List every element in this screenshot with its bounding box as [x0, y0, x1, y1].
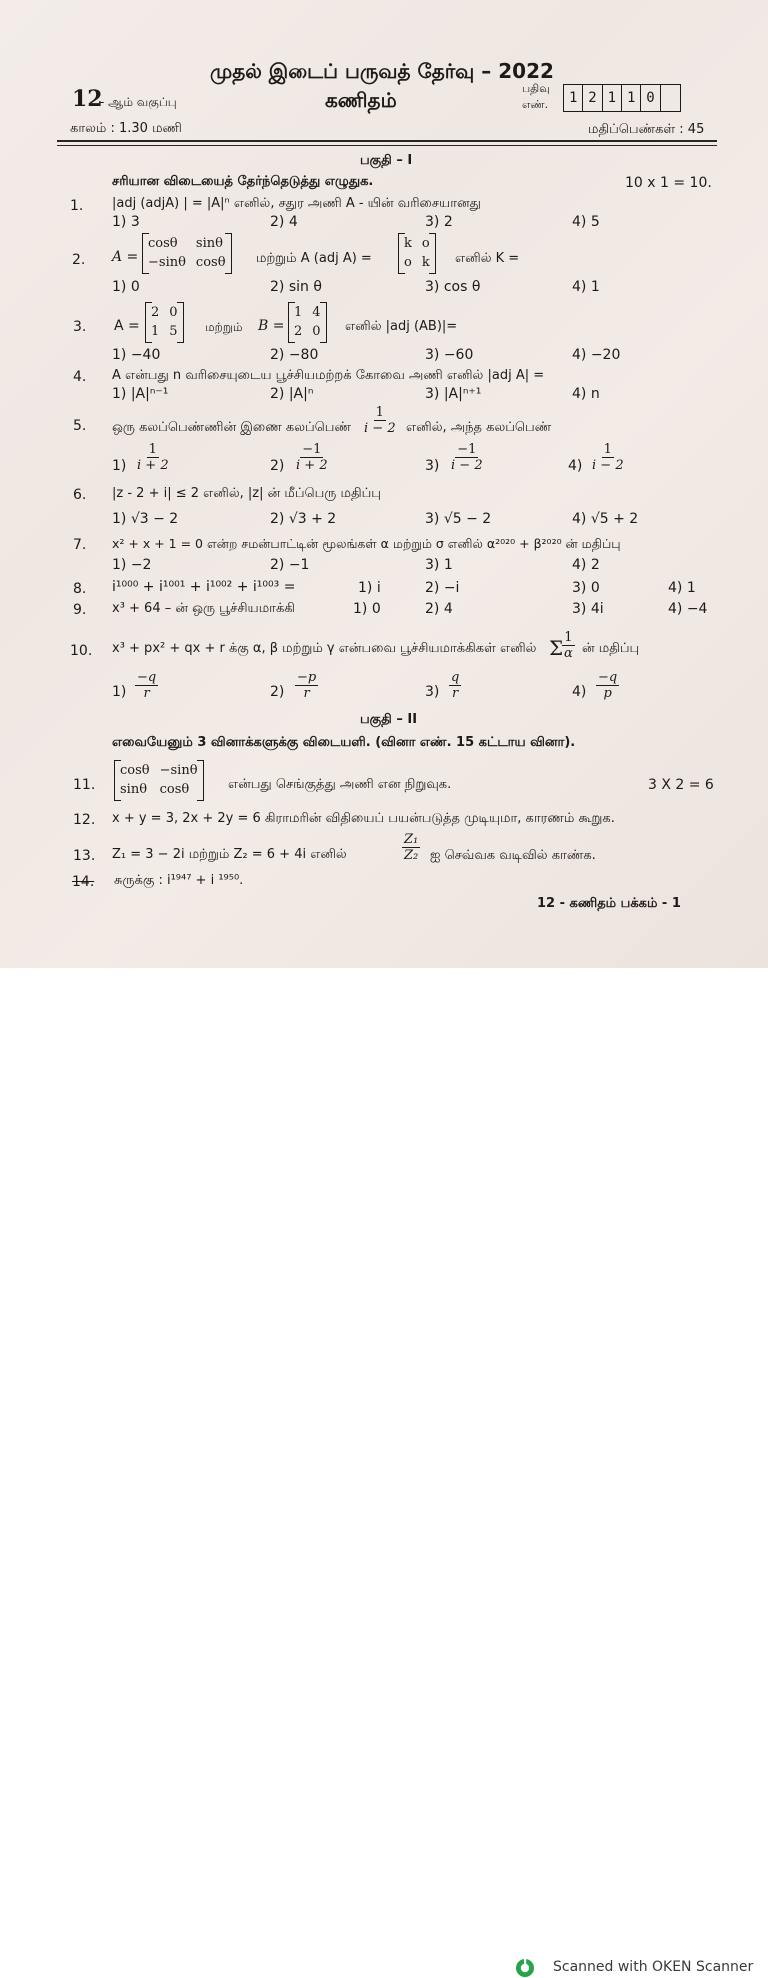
fraction-denominator: r	[452, 686, 459, 701]
fraction-numerator: 1	[564, 630, 573, 645]
q8-number: 8.	[73, 581, 87, 597]
class-label: - ஆம் வகுப்பு	[100, 95, 177, 109]
fraction-numerator: 1	[148, 442, 157, 457]
q11-matrix	[114, 760, 204, 801]
fraction-numerator: Z₁	[404, 832, 419, 847]
matrix-cell: o	[404, 255, 412, 270]
fraction-denominator: i + 2	[296, 458, 328, 473]
part1-title: பகுதி – I	[360, 153, 413, 168]
matrix-cell: k	[421, 255, 430, 270]
q2-a-equals: A =	[112, 249, 139, 265]
q3-option-3: 3) −60	[425, 347, 474, 363]
q2-option-3: 3) cos θ	[425, 279, 481, 295]
reg-digit	[661, 85, 680, 111]
matrix-cell: −sinθ	[148, 255, 186, 270]
total-marks: மதிப்பெண்கள் : 45	[588, 122, 705, 137]
q11-number: 11.	[73, 777, 96, 793]
q8-option-1: 1) i	[358, 580, 381, 596]
scanner-footer	[0, 968, 768, 1975]
q8-option-4: 4) 1	[668, 580, 696, 596]
header-divider	[57, 140, 717, 142]
q2-matrix-a	[142, 233, 232, 274]
q7-option-1: 1) −2	[112, 557, 152, 573]
fraction-denominator: α	[564, 646, 573, 661]
matrix-cell: cosθ	[148, 236, 178, 251]
reg-digit: 1	[564, 85, 583, 111]
part2-title: பகுதி – II	[360, 712, 418, 727]
q2-option-1: 1) 0	[112, 279, 140, 295]
q5-option-3-fraction	[449, 442, 485, 473]
fraction-denominator: i + 2	[137, 458, 169, 473]
q5-fraction	[362, 405, 398, 436]
matrix-cell: o	[421, 236, 430, 251]
q1-option-3: 3) 2	[425, 214, 453, 230]
q10-option-3-fraction	[449, 670, 461, 701]
q10-option-1-label: 1)	[112, 684, 127, 700]
fraction-denominator: i − 2	[592, 458, 624, 473]
q13-tail-text: ஐ செவ்வக வடிவில் காண்க.	[430, 848, 596, 863]
q3-b-equals: B =	[258, 318, 285, 334]
q3-option-1: 1) −40	[112, 347, 161, 363]
q13-fraction	[402, 832, 420, 863]
reg-digit: 1	[622, 85, 641, 111]
fraction-denominator: p	[603, 686, 612, 701]
q4-option-3: 3) |A|ⁿ⁺¹	[425, 386, 482, 402]
q6-option-3: 3) √5 − 2	[425, 511, 492, 527]
q4-number: 4.	[73, 369, 87, 385]
q12-text: x + y = 3, 2x + 2y = 6 கிராமரின் விதியைப் பயன்படுத்த முடியுமா, காரணம் கூறுக.	[112, 811, 615, 826]
fraction-numerator: −1	[457, 442, 477, 457]
q5-option-1-fraction	[135, 442, 171, 473]
register-number-boxes	[563, 84, 681, 112]
fraction-numerator: −q	[598, 670, 618, 685]
q5-option-4-fraction	[590, 442, 626, 473]
q9-option-1: 1) 0	[353, 601, 381, 617]
matrix-cell: 1	[151, 324, 160, 339]
reg-label-line2: எண்.	[522, 98, 549, 111]
q5-number: 5.	[73, 418, 87, 434]
q9-option-4: 4) −4	[668, 601, 708, 617]
q4-text: A என்பது n வரிசையுடைய பூச்சியமற்றக் கோவை அணி எனில் |adj A| =	[112, 368, 545, 383]
q10-option-3-label: 3)	[425, 684, 440, 700]
q3-number: 3.	[73, 319, 87, 335]
matrix-cell: 0	[169, 305, 178, 320]
q3-option-2: 2) −80	[270, 347, 319, 363]
q9-option-2: 2) 4	[425, 601, 453, 617]
matrix-cell: 4	[312, 305, 321, 320]
q9-option-3: 3) 4i	[572, 601, 604, 617]
header-divider-thin	[57, 145, 717, 146]
q4-option-4: 4) n	[572, 386, 600, 402]
matrix-cell: 5	[169, 324, 178, 339]
matrix-cell: 2	[151, 305, 160, 320]
reg-digit: 0	[641, 85, 660, 111]
q3-matrix-a	[145, 302, 184, 343]
q8-option-3: 3) 0	[572, 580, 600, 596]
q1-option-4: 4) 5	[572, 214, 600, 230]
fraction-numerator: −1	[302, 442, 322, 457]
fraction-denominator: i − 2	[451, 458, 483, 473]
reg-label-line1: பதிவு	[522, 82, 550, 95]
q1-number: 1.	[70, 198, 84, 214]
reg-digit: 1	[603, 85, 622, 111]
q2-option-2: 2) sin θ	[270, 279, 322, 295]
q10-sum-fraction	[562, 630, 575, 661]
matrix-cell: sinθ	[120, 782, 148, 797]
q2-tail-text: எனில் K =	[455, 251, 520, 266]
part2-score: 3 X 2 = 6	[648, 777, 714, 793]
q4-option-2: 2) |A|ⁿ	[270, 386, 314, 402]
matrix-cell: cosθ	[120, 763, 150, 778]
q5-text: ஒரு கலப்பெண்ணின் இணை கலப்பெண்	[112, 420, 351, 435]
q10-option-1-fraction	[135, 670, 158, 701]
q5-option-4-label: 4)	[568, 458, 583, 474]
q6-option-2: 2) √3 + 2	[270, 511, 337, 527]
q7-number: 7.	[73, 537, 87, 553]
q5-option-1-label: 1)	[112, 458, 127, 474]
q10-number: 10.	[70, 643, 93, 659]
q8-option-2: 2) −i	[425, 580, 460, 596]
matrix-cell: −sinθ	[159, 763, 198, 778]
q10-option-2-label: 2)	[270, 684, 285, 700]
q3-middle-text: மற்றும்	[205, 320, 243, 334]
q1-option-2: 2) 4	[270, 214, 298, 230]
q10-tail-text: ன் மதிப்பு	[582, 641, 640, 656]
q5-option-3-label: 3)	[425, 458, 440, 474]
oken-scanner-logo-icon	[515, 1958, 535, 1978]
q2-number: 2.	[72, 252, 86, 268]
scanner-watermark-text: Scanned with OKEN Scanner	[553, 1959, 754, 1975]
fraction-denominator: i − 2	[364, 421, 396, 436]
q4-option-1: 1) |A|ⁿ⁻¹	[112, 386, 169, 402]
fraction-denominator: Z₂	[404, 848, 419, 863]
q6-number: 6.	[73, 487, 87, 503]
matrix-cell: k	[404, 236, 412, 251]
q13-number: 13.	[73, 848, 96, 864]
q9-number: 9.	[73, 602, 87, 618]
q8-text: i¹⁰⁰⁰ + i¹⁰⁰¹ + i¹⁰⁰² + i¹⁰⁰³ =	[112, 579, 296, 595]
matrix-cell: 2	[294, 324, 303, 339]
fraction-numerator: q	[451, 670, 460, 685]
fraction-numerator: 1	[375, 405, 384, 420]
q7-option-4: 4) 2	[572, 557, 600, 573]
q10-option-4-fraction	[596, 670, 619, 701]
matrix-cell: 1	[294, 305, 303, 320]
q14-text: சுருக்கு : i¹⁹⁴⁷ + i ¹⁹⁵⁰.	[114, 873, 244, 888]
part2-instruction: எவையேனும் 3 வினாக்களுக்கு விடையளி. (வினா எண். 15 கட்டாய வினா).	[112, 735, 576, 750]
matrix-cell: cosθ	[195, 255, 226, 270]
fraction-numerator: 1	[603, 442, 612, 457]
q9-text: x³ + 64 – ன் ஒரு பூச்சியமாக்கி	[112, 601, 295, 616]
q7-option-2: 2) −1	[270, 557, 310, 573]
q3-option-4: 4) −20	[572, 347, 621, 363]
q11-text: என்பது செங்குத்து அணி என நிறுவுக.	[228, 777, 452, 792]
matrix-cell: cosθ	[159, 782, 190, 797]
q10-option-4-label: 4)	[572, 684, 587, 700]
fraction-numerator: −q	[137, 670, 157, 685]
page-footer: 12 - கணிதம் பக்கம் - 1	[537, 896, 681, 911]
q5-option-2-fraction	[294, 442, 330, 473]
q14-number: 14.	[72, 874, 95, 890]
subject-title: கணிதம்	[325, 88, 397, 112]
q1-text: |adj (adjA) | = |A|ⁿ எனில், சதுர அணி A - யின் வரிசையானது	[112, 196, 481, 211]
q5-tail-text: எனில், அந்த கலப்பெண்	[406, 420, 552, 435]
q5-option-2-label: 2)	[270, 458, 285, 474]
q3-matrix-b	[288, 302, 327, 343]
fraction-numerator: −p	[297, 670, 317, 685]
matrix-cell: sinθ	[195, 236, 223, 251]
q6-option-4: 4) √5 + 2	[572, 511, 639, 527]
exam-paper	[0, 0, 768, 968]
q2-matrix-k	[398, 233, 436, 274]
q2-middle-text: மற்றும் A (adj A) =	[256, 251, 372, 266]
q6-option-1: 1) √3 − 2	[112, 511, 179, 527]
part1-score: 10 x 1 = 10.	[625, 175, 712, 191]
q2-option-4: 4) 1	[572, 279, 600, 295]
exam-title: முதல் இடைப் பருவத் தேர்வு – 2022	[210, 59, 554, 83]
q3-tail-text: எனில் |adj (AB)|=	[345, 319, 458, 334]
fraction-denominator: r	[303, 686, 310, 701]
q12-number: 12.	[73, 812, 96, 828]
q7-option-3: 3) 1	[425, 557, 453, 573]
reg-digit: 2	[583, 85, 602, 111]
q7-text: x² + x + 1 = 0 என்ற சமன்பாட்டின் மூலங்கள் α மற்றும் σ எனில் α²⁰²⁰ + β²⁰²⁰ ன் மதிப்பு	[112, 536, 621, 551]
matrix-cell: 0	[312, 324, 321, 339]
exam-duration: காலம் : 1.30 மணி	[70, 121, 182, 136]
fraction-denominator: r	[143, 686, 150, 701]
q6-text: |z - 2 + i| ≤ 2 எனில், |z| ன் மீப்பெரு மதிப்பு	[112, 486, 381, 501]
q10-option-2-fraction	[295, 670, 318, 701]
class-number: 12	[72, 86, 103, 112]
q1-option-1: 1) 3	[112, 214, 140, 230]
q10-sigma: Σ	[549, 636, 564, 660]
q10-text: x³ + px² + qx + r க்கு α, β மற்றும் γ என்பவை பூச்சியமாக்கிகள் எனில்	[112, 641, 537, 656]
part1-instruction: சரியான விடையைத் தேர்ந்தெடுத்து எழுதுக.	[112, 174, 374, 189]
q13-text: Z₁ = 3 − 2i மற்றும் Z₂ = 6 + 4i எனில்	[112, 847, 347, 862]
q3-a-equals: A =	[114, 318, 140, 334]
